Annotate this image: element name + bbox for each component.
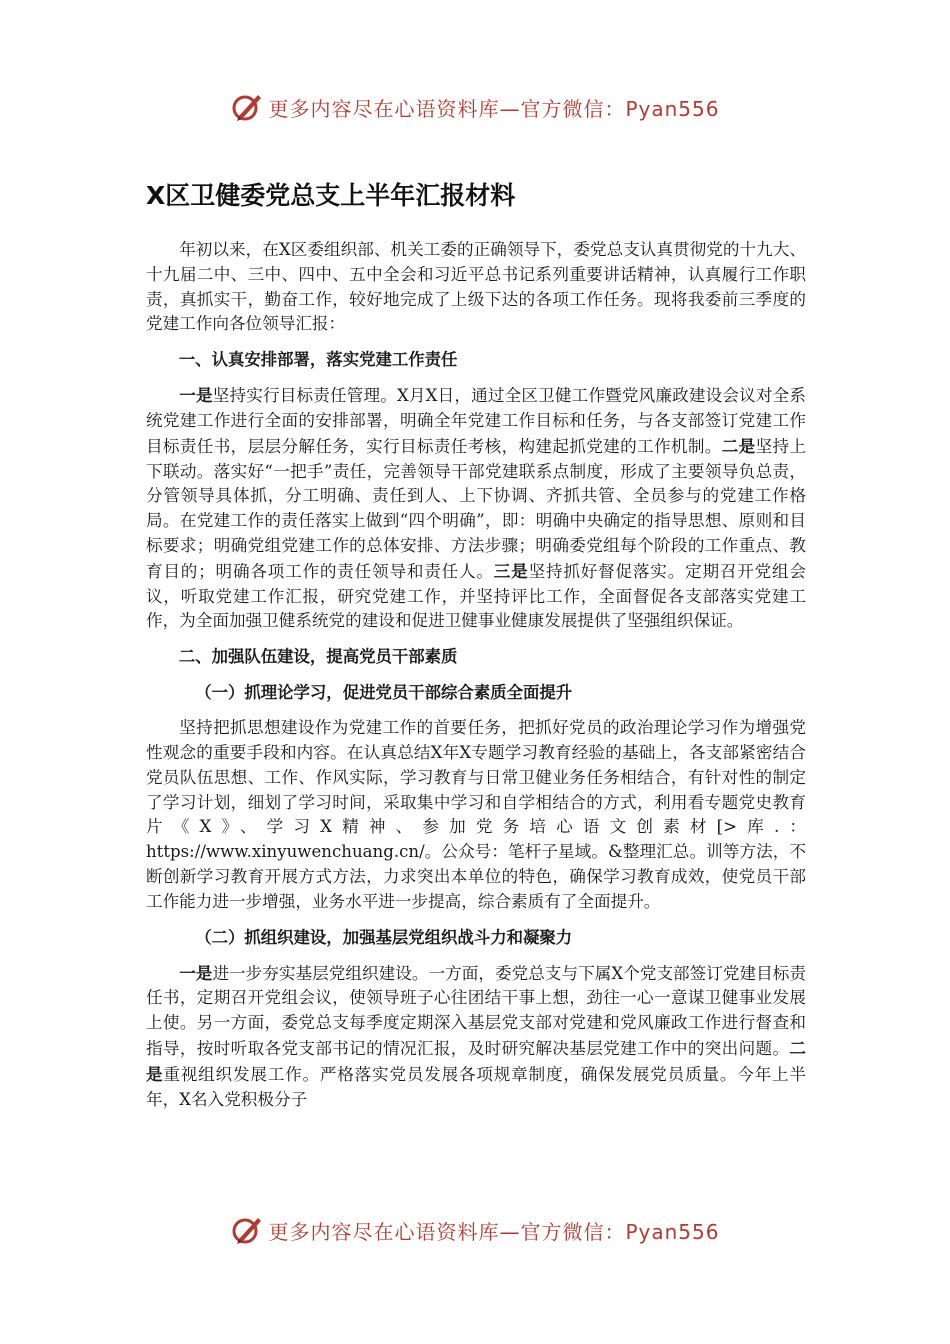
lead-marker: 二是 — [146, 1037, 806, 1084]
lead-marker: 一是 — [179, 962, 213, 983]
subsection2-paragraph — [146, 961, 806, 1113]
intro-paragraph: 年初以来，在X区委组织部、机关工委的正确领导下，委党总支认真贯彻党的十九大、十九届二中、三中、四中、五中全会和习近平总书记系列重要讲话精神，认真履行工作职责，真抓实干，勤奋工作，较好地完成了上级下达的各项工作任务。现将我委前三季度的党建工作向各位领导汇报： — [146, 240, 806, 334]
section1-paragraph — [146, 383, 806, 634]
section1-heading: 一、认真安排部署，落实党建工作责任 — [178, 350, 458, 370]
subsection2-heading: （二）抓组织建设，加强基层党组织战斗力和凝聚力 — [195, 927, 573, 947]
watermark-banner-bottom — [0, 1210, 950, 1250]
lead-marker: 二是 — [721, 435, 756, 456]
subsection1-paragraph: 坚持把抓思想建设作为党建工作的首要任务，把抓好党员的政治理论学习作为增强党性观念的重要手段和内容。在认真总结X年X专题学习教育经验的基础上，各支部紧密结合党员队伍思想、工作、作风实际，学习教育与日常卫健业务任务相结合，有针对性的制定了学习计划，细划了学习时间，采取集中学习和自学相结合的方式，利用看专题党史教育片《X》、学习X精神、参加党务培心语文创素材[>库.：https://www.xinyuwenchuang.cn/。公众号：笔杆子星域。&整理汇总。训等方法，不断创新学习教育开展方式方法，力求突出本单位的特色，确保学习教育成效，使党员干部工作能力进一步增强，业务水平进一步提高，综合素质有了全面提升。 — [146, 718, 806, 911]
subsection1-heading: （一）抓理论学习，促进党员干部综合素质全面提升 — [195, 683, 573, 703]
watermark-text: 更多内容尽在心语资料库—官方微信：Pyan556 — [268, 96, 720, 121]
pen-logo-icon — [230, 90, 264, 124]
lead-marker: 三是 — [493, 560, 529, 581]
pen-logo-icon — [230, 1213, 264, 1247]
document-title: X区卫健委党总支上半年汇报材料 — [146, 181, 516, 210]
paragraph-text: 重视组织发展工作。严格落实党员发展各项规章制度，确保发展党员质量。今年上半年，X名入党积极分子 — [146, 1064, 806, 1109]
paragraph-text: 坚持上下联动。落实好“一把手”责任，完善领导干部党建联系点制度，形成了主要领导负总责，分管领导具体抓，分工明确、责任到人、上下协调、齐抓共管、全员参与的党建工作格局。在党建工作的责任落实上做到“四个明确”，即：明确中央确定的指导思想、原则和目标要求；明确党组党建工作的总体安排、方法步骤；明确委党组每个阶段的工作重点、教育目的；明确各项工作的责任领导和责任人。 — [146, 436, 807, 581]
section2-heading: 二、加强队伍建设，提高党员干部素质 — [178, 647, 458, 667]
paragraph-text: 坚持抓好督促落实。定期召开党组会议，听取党建工作汇报，研究党建工作，并坚持评比工作，全面督促各支部落实党建工作，为全面加强卫健系统党的建设和促进卫健事业健康发展提供了坚强组织保证。 — [146, 561, 807, 631]
paragraph-text: 坚持实行目标责任管理。X月X日，通过全区卫健工作暨党风廉政建设会议对全系统党建工作进行全面的安排部署，明确全年党建工作目标和任务，与各支部签订党建工作目标责任书，层层分解任务，实行目标责任考核，构建起抓党建的工作机制。 — [146, 386, 807, 456]
watermark-banner-top — [0, 87, 950, 127]
lead-marker: 一是 — [179, 385, 213, 406]
watermark-text: 更多内容尽在心语资料库—官方微信：Pyan556 — [268, 1219, 720, 1244]
document-body — [146, 176, 806, 1112]
paragraph-text: 进一步夯实基层党组织建设。一方面，委党总支与下属X个党支部签订党建目标责任书，定期召开党组会议，使领导班子心往团结干事上想，劲往一心一意谋卫健事业发展上使。另一方面，委党总支每季度定期深入基层党支部对党建和党风廉政工作进行督查和指导，按时听取各党支部书记的情况汇报，及时研究解决基层党建工作中的突出问题。 — [146, 963, 807, 1058]
